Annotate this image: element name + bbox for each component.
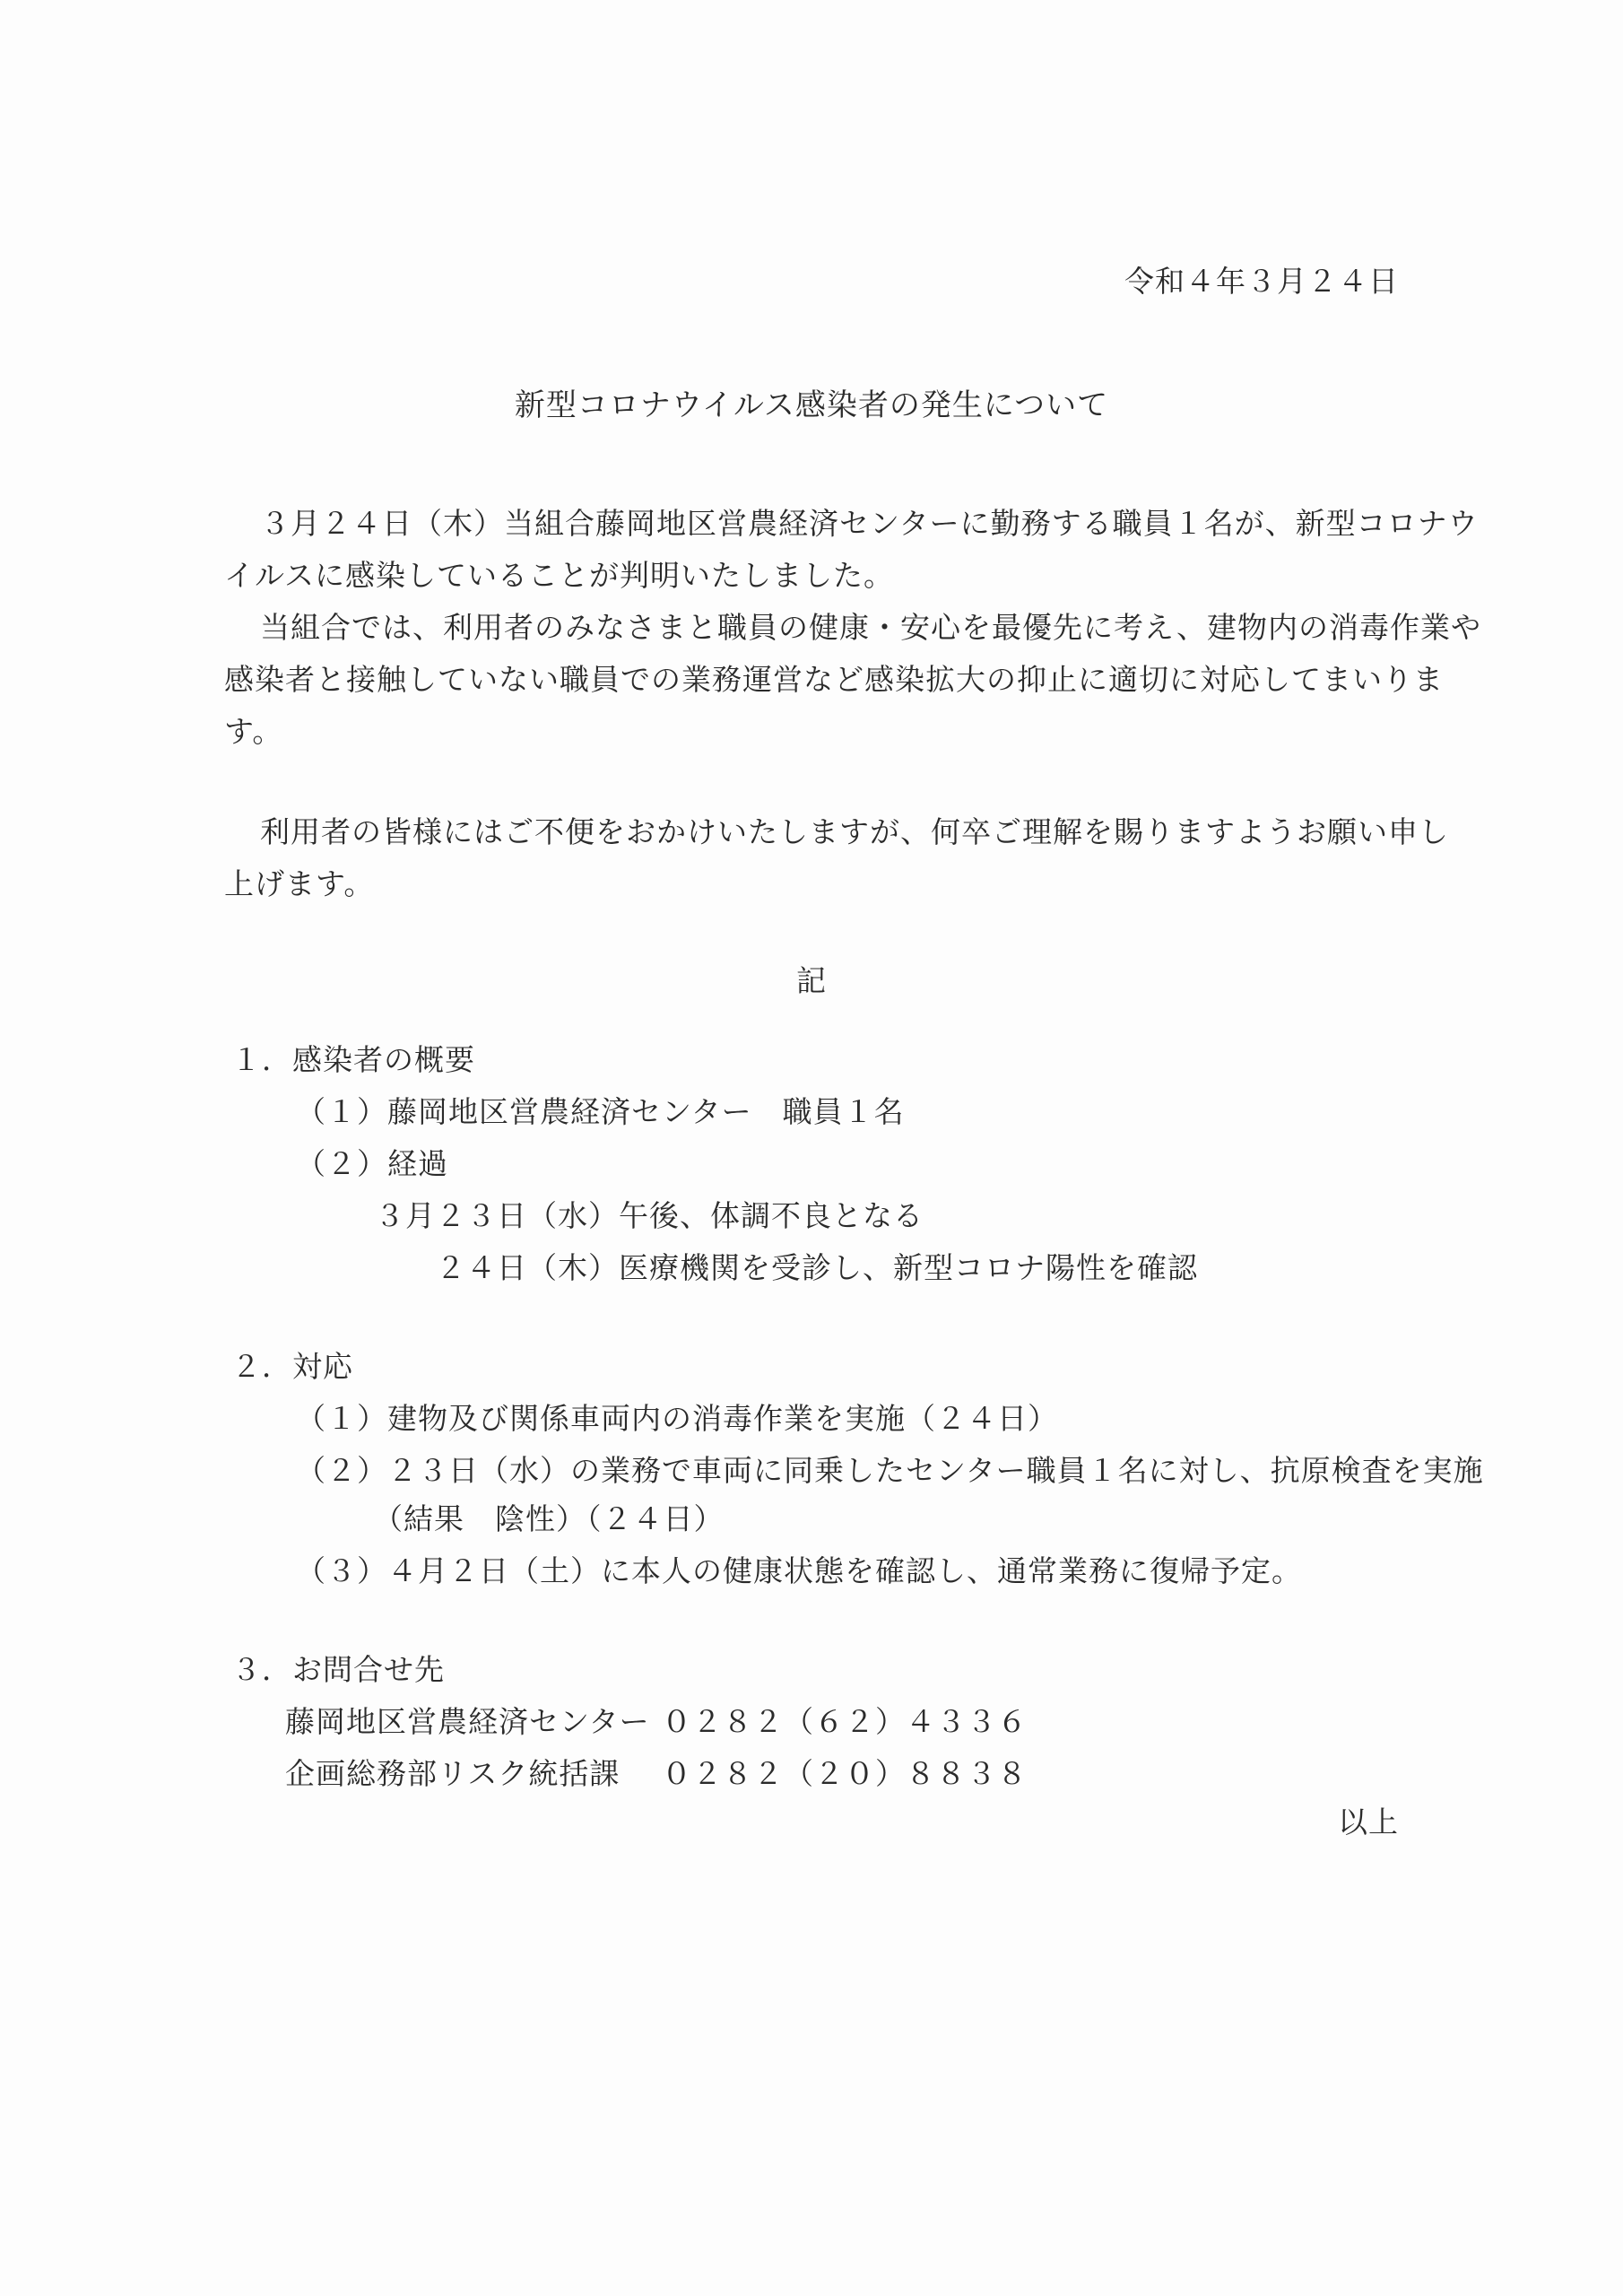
body-paragraph-line: イルスに感染していることが判明いたしました。 [224, 558, 895, 593]
body-paragraph-line: 当組合では、利用者のみなさまと職員の健康・安心を最優先に考え、建物内の消毒作業や [260, 610, 1481, 645]
timeline-line: ２４日（木）医療機関を受診し、新型コロナ陽性を確認 [436, 1250, 1198, 1285]
contact-name: 企画総務部リスク統括課 [285, 1756, 621, 1791]
section-item: （３）４月２日（土）に本人の健康状態を確認し、通常業務に復帰予定。 [296, 1553, 1302, 1588]
section-heading: １．感染者の概要 [231, 1042, 475, 1077]
section-item: （２）２３日（水）の業務で車両に同乗したセンター職員１名に対し、抗原検査を実施 [296, 1453, 1484, 1488]
document-date: 令和４年３月２４日 [1124, 264, 1399, 299]
closing-mark: 以上 [1338, 1805, 1399, 1839]
timeline-line: ３月２３日（水）午後、体調不良となる [375, 1198, 924, 1233]
contact-phone: ０２８２（６２）４３３６ [662, 1704, 1028, 1739]
body-paragraph-line: ３月２４日（木）当組合藤岡地区営農経済センターに勤務する職員１名が、新型コロナウ [260, 506, 1479, 541]
body-paragraph-line: す。 [224, 714, 283, 749]
section-item: （１）建物及び関係車両内の消毒作業を実施（２４日） [296, 1401, 1058, 1436]
document-title: 新型コロナウイルス感染者の発生について [514, 387, 1109, 423]
ki-marker: 記 [796, 963, 827, 998]
section-heading: ３．お問合せ先 [231, 1652, 445, 1687]
contact-phone: ０２８２（２０）８８３８ [662, 1756, 1028, 1791]
body-paragraph-line: 上げます。 [224, 866, 375, 901]
section-item: （２）経過 [296, 1146, 448, 1181]
body-paragraph-line: 感染者と接触していない職員での業務運営など感染拡大の抑止に適切に対応してまいりま [224, 662, 1444, 697]
section-item: （１）藤岡地区営農経済センター 職員１名 [296, 1094, 905, 1129]
body-paragraph-line: 利用者の皆様にはご不便をおかけいたしますが、何卒ご理解を賜りますようお願い申し [260, 814, 1449, 849]
section-item-continuation: （結果 陰性）（２４日） [373, 1501, 725, 1536]
contact-name: 藤岡地区営農経済センター [285, 1704, 650, 1739]
section-heading: ２．対応 [231, 1349, 353, 1384]
